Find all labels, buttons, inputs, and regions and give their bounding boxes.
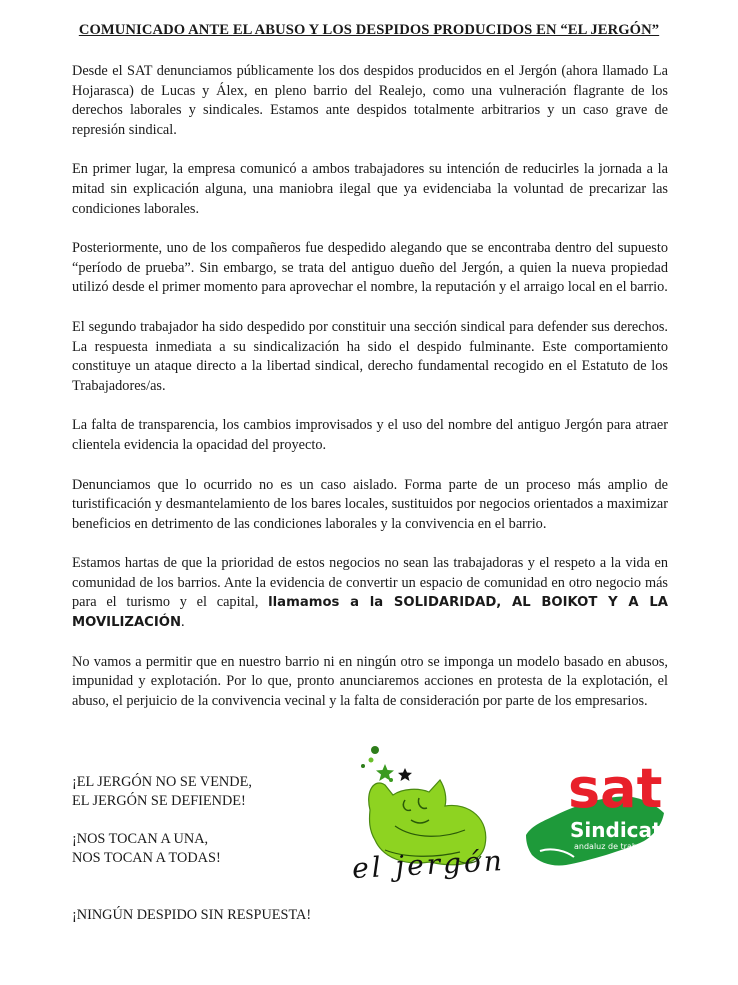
paragraph-6: Denunciamos que lo ocurrido no es un caso aislado. Forma parte de un proceso más amplio de turistificación y desmantelamiento de los bares locales, sustituidos por negocios orientados a maximizar beneficios en detrimento de las condiciones laborales y la convivencia en el barrio. bbox=[72, 476, 668, 532]
sat-subtitle-text: andaluz de trabajadores/as bbox=[574, 842, 683, 851]
document-body bbox=[72, 62, 668, 731]
sat-sindicato-logo bbox=[522, 755, 683, 877]
document-title: COMUNICADO ANTE EL ABUSO Y LOS DESPIDOS PRODUCIDOS EN “EL JERGÓN” bbox=[78, 22, 660, 38]
slogan-line: ¡NINGÚN DESPIDO SIN RESPUESTA! bbox=[72, 907, 312, 923]
slogan-line: ¡NOS TOCAN A UNA, bbox=[72, 831, 209, 847]
paragraph-8: No vamos a permitir que en nuestro barrio ni en ningún otro se imponga un modelo basado en abusos, impunidad y explotación. Por lo que, pronto anunciaremos acciones en protesta de la explotación, el abuso, el perjuicio de la convivencia vecinal y la falta de consideración por parte de los empresarios. bbox=[72, 653, 668, 709]
paragraph-3: Posteriormente, uno de los compañeros fue despedido alegando que se encontraba dentro del supuesto “período de prueba”. Sin embargo, se trata del antiguo dueño del Jergón, a quien la nueva propiedad utilizó desde el primer momento para aprovechar el nombre, la reputación y el arraigo local en el barrio. bbox=[72, 240, 668, 296]
slogan-line: NOS TOCAN A TODAS! bbox=[72, 850, 221, 866]
slogans bbox=[72, 773, 372, 925]
slogan-line: ¡EL JERGÓN NO SE VENDE, bbox=[72, 774, 252, 790]
slogan-line: EL JERGÓN SE DEFIENDE! bbox=[72, 793, 246, 809]
slogan-block-3 bbox=[72, 906, 372, 925]
paragraph-1: Desde el SAT denunciamos públicamente los dos despidos producidos en el Jergón (ahora llamado La Hojarasca) de Lucas y Álex, en pleno barrio del Realejo, como una vulneración flagrante de los derechos laborales y sindicales. Estamos ante despidos totalmente arbitrarios y un caso grave de represión sindical. bbox=[72, 63, 668, 138]
paragraph-7-end: . bbox=[181, 614, 185, 631]
paragraph-2: En primer lugar, la empresa comunicó a ambos trabajadores su intención de reducirles la jornada a la mitad sin explicación alguna, una maniobra ilegal que ya evidenciaba la voluntad de precarizar las condiciones laborales. bbox=[72, 161, 668, 217]
call-to-action: llamamos a la SOLIDARIDAD, AL BOIKOT Y A LA MOVILIZACIÓN bbox=[72, 595, 668, 631]
paragraph-7-text: Estamos hartas de que la prioridad de estos negocios no sean las trabajadoras y el respeto a la vida en comunidad de los barrios. Ante la evidencia de convertir un espacio de comunidad en otro negocio más para el turismo y el capital, bbox=[72, 555, 668, 611]
paragraph-5: La falta de transparencia, los cambios improvisados y el uso del nombre del antiguo Jergón para atraer clientela evidencia la opacidad del proyecto. bbox=[72, 417, 668, 453]
slogan-block-2 bbox=[72, 830, 372, 868]
sat-sindicato-text: Sindicato bbox=[570, 818, 676, 842]
paragraph-7 bbox=[72, 554, 668, 632]
el-jergon-logo-text: el jergón bbox=[351, 844, 506, 885]
sat-text: sat bbox=[568, 757, 663, 820]
slogan-block-1 bbox=[72, 773, 372, 811]
paragraph-4: El segundo trabajador ha sido despedido por constituir una sección sindical para defender sus derechos. La respuesta inmediata a su sindicalización ha sido el despido fulminante. Este comportamiento constituye un ataque directo a la libertad sindical, derecho fundamental recogido en el Estatuto de los Trabajadores/as. bbox=[72, 318, 668, 394]
